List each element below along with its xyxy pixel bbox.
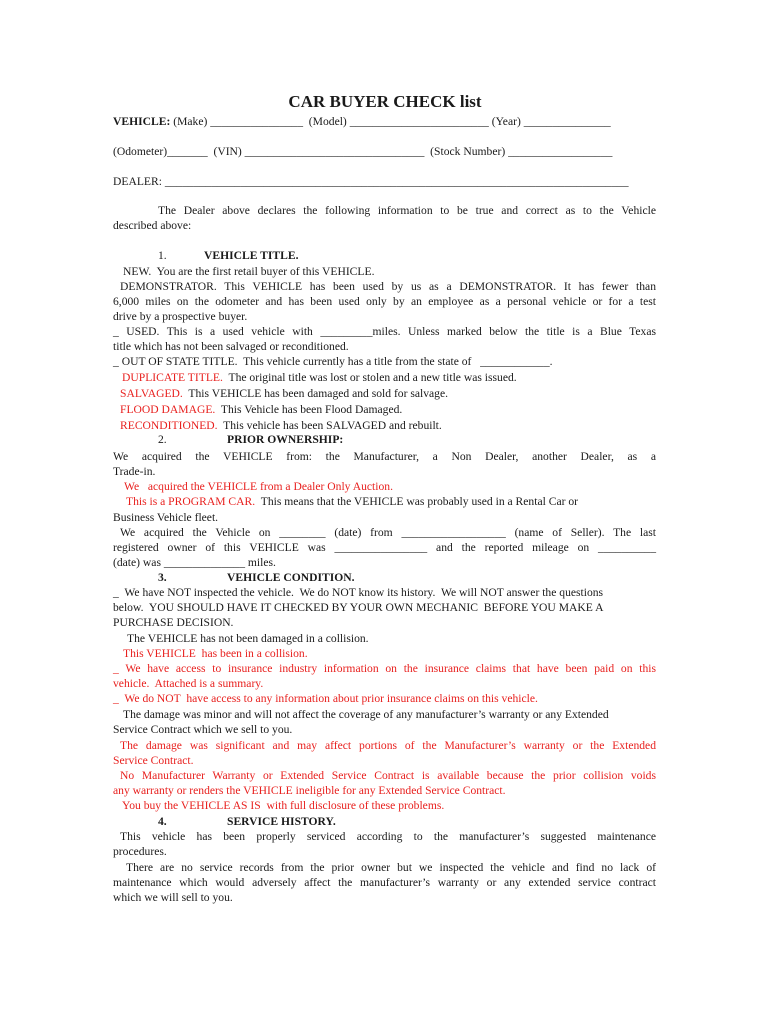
- flood-damage-text: This Vehicle has been Flood Damaged.: [215, 403, 403, 416]
- duplicate-title-label: DUPLICATE TITLE.: [122, 371, 223, 384]
- no-insurance-access: _ We do NOT have access to any information about prior insurance claims on this vehicle.: [113, 692, 538, 705]
- reconditioned-text: This vehicle has been SALVAGED and rebuilt.: [217, 419, 442, 432]
- make-model-year-fields: (Make) ________________ (Model) ________________________ (Year) _______________: [170, 115, 611, 128]
- salvaged-label: SALVAGED.: [120, 387, 183, 400]
- vehicle-label: VEHICLE:: [113, 115, 171, 128]
- as-is: You buy the VEHICLE AS IS with full disclosure of these problems.: [122, 799, 445, 812]
- not-inspected-cont: below. YOU SHOULD HAVE IT CHECKED BY YOUR OWN MECHANIC BEFORE YOU MAKE A: [113, 601, 604, 614]
- section-4-number: 4.: [158, 815, 167, 828]
- title-flood-damage: [120, 403, 402, 416]
- page-title: CAR BUYER CHECK list: [288, 92, 482, 111]
- intro-text-cont: described above:: [113, 219, 192, 232]
- no-service-records-cont2: which we will sell to you.: [113, 891, 233, 904]
- duplicate-title-text: The original title was lost or stolen and a new title was issued.: [222, 371, 517, 384]
- title-used-cont: title which has not been salvaged or reconditioned.: [113, 340, 349, 353]
- title-new: NEW. You are the first retail buyer of this VEHICLE.: [123, 265, 375, 278]
- section-3-number: 3.: [158, 571, 167, 584]
- odometer-vin-stock-line: (Odometer)_______ (VIN) _______________________________ (Stock Number) __________________: [113, 145, 613, 158]
- insurance-access: _ We have access to insurance industry information on the insurance claims that have been paid on this: [113, 662, 656, 675]
- program-car-label: This is a PROGRAM CAR.: [126, 495, 256, 508]
- title-duplicate: [122, 371, 517, 384]
- not-inspected: _ We have NOT inspected the vehicle. We do NOT know its history. We will NOT answer the questions: [113, 586, 604, 599]
- vehicle-line: [113, 115, 611, 128]
- section-4-heading: SERVICE HISTORY.: [227, 815, 336, 828]
- reconditioned-label: RECONDITIONED.: [120, 419, 218, 432]
- title-demonstrator-cont2: drive by a prospective buyer.: [113, 310, 248, 323]
- not-inspected-cont2: PURCHASE DECISION.: [113, 616, 234, 629]
- last-owner-cont: (date) was ______________ miles.: [113, 556, 276, 569]
- intro-text: The Dealer above declares the following information to be true and correct as to the Vehicle: [158, 204, 656, 217]
- properly-serviced: This vehicle has been properly serviced according to the manufacturer’s suggested maintenance: [120, 830, 656, 843]
- section-1-number: 1.: [158, 249, 167, 262]
- damage-significant-cont: Service Contract.: [113, 754, 194, 767]
- properly-serviced-cont: procedures.: [113, 845, 167, 858]
- section-1-heading: VEHICLE TITLE.: [204, 249, 299, 262]
- salvaged-text: This VEHICLE has been damaged and sold for salvage.: [182, 387, 449, 400]
- last-owner: registered owner of this VEHICLE was ________________ and the reported mileage on __________: [113, 541, 656, 554]
- acquired-from: We acquired the VEHICLE from: the Manufacturer, a Non Dealer, another Dealer, as a: [113, 450, 656, 463]
- damage-minor-cont: Service Contract which we sell to you.: [113, 723, 293, 736]
- acquired-from-cont: Trade-in.: [113, 465, 156, 478]
- no-service-records-cont: maintenance which would adversely affect the manufacturer’s warranty or any extended service contract: [113, 876, 656, 889]
- section-3-heading: VEHICLE CONDITION.: [227, 571, 355, 584]
- program-car-cont: Business Vehicle fleet.: [113, 511, 219, 524]
- insurance-access-cont: vehicle. Attached is a summary.: [113, 677, 264, 690]
- dealer-line: DEALER: ________________________________________________________________________________: [113, 175, 629, 188]
- title-used: _ USED. This is a used vehicle with _________miles. Unless marked below the title is a Blue Texas: [113, 325, 656, 338]
- damage-minor: The damage was minor and will not affect the coverage of any manufacturer’s warranty or any Extended: [123, 708, 609, 721]
- damage-significant: The damage was significant and may affect portions of the Manufacturer’s warranty or the Extended: [120, 739, 656, 752]
- flood-damage-label: FLOOD DAMAGE.: [120, 403, 216, 416]
- not-damaged: The VEHICLE has not been damaged in a collision.: [127, 632, 369, 645]
- title-out-of-state: _ OUT OF STATE TITLE. This vehicle currently has a title from the state of ____________.: [113, 355, 553, 368]
- program-car: [126, 495, 578, 508]
- program-car-text: This means that the VEHICLE was probably used in a Rental Car or: [255, 495, 579, 508]
- title-reconditioned: [120, 419, 442, 432]
- acquired-date-seller: We acquired the Vehicle on ________ (date) from __________________ (name of Seller). The last: [120, 526, 656, 539]
- section-2-heading: PRIOR OWNERSHIP:: [227, 433, 344, 446]
- dealer-only-auction: We acquired the VEHICLE from a Dealer Only Auction.: [124, 480, 393, 493]
- no-service-records: There are no service records from the prior owner but we inspected the vehicle and find no lack of: [126, 861, 656, 874]
- no-warranty-cont: any warranty or renders the VEHICLE ineligible for any Extended Service Contract.: [113, 784, 506, 797]
- been-in-collision: This VEHICLE has been in a collision.: [123, 647, 308, 660]
- title-salvaged: [120, 387, 448, 400]
- no-warranty: No Manufacturer Warranty or Extended Service Contract is available because the prior collision voids: [120, 769, 656, 782]
- section-2-number: 2.: [158, 433, 167, 446]
- title-demonstrator-cont: 6,000 miles on the odometer and has been used only by an employee as a personal vehicle or for a test: [113, 295, 656, 308]
- title-demonstrator: DEMONSTRATOR. This VEHICLE has been used by us as a DEMONSTRATOR. It has fewer than: [120, 280, 656, 293]
